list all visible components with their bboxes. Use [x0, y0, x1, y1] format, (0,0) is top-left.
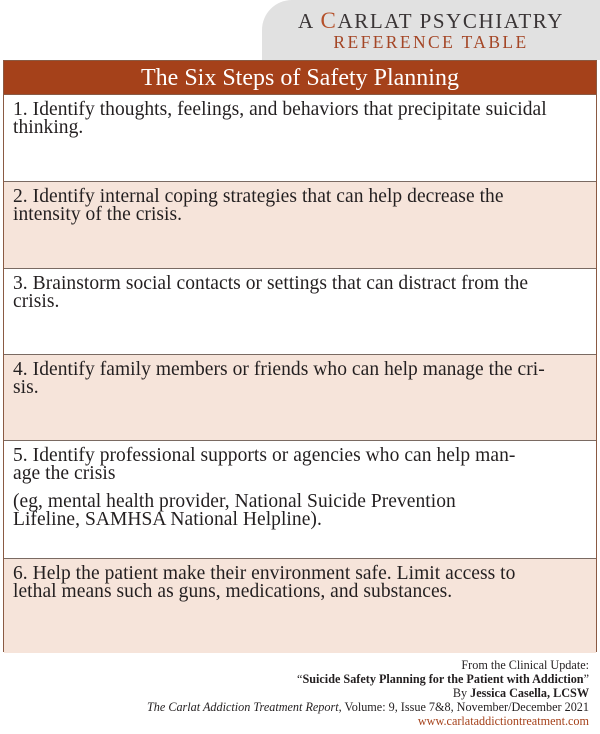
credit-intro: From the Clinical Update:: [461, 658, 589, 672]
row-text: 6. Help the patient make their environment safe. Limit access to lethal means such as guns, medications, and substances.: [13, 563, 516, 602]
table-row: [4, 355, 596, 441]
row-text: 1. Identify thoughts, feelings, and behaviors that precipitate suicidal thinking.: [13, 99, 547, 138]
brand-header: [262, 0, 600, 60]
brand-subtitle: REFERENCE TABLE: [333, 32, 529, 52]
safety-planning-table: [3, 60, 597, 652]
table-row: [4, 269, 596, 355]
credit-article: “Suicide Safety Planning for the Patient with Addiction”: [297, 672, 589, 686]
credit-journal: The Carlat Addiction Treatment Report, Volume: 9, Issue 7&8, November/December 2021: [147, 700, 589, 714]
row-text-examples: (eg, mental health provider, National Suicide Prevention Lifeline, SAMHSA National Helpline).: [13, 491, 456, 530]
row-text: 3. Brainstorm social contacts or settings that can distract from the crisis.: [13, 273, 529, 312]
table-title: The Six Steps of Safety Planning: [4, 61, 596, 95]
brand-name: A CARLAT PSYCHIATRY: [298, 8, 564, 33]
credit-author: By Jessica Casella, LCSW: [452, 686, 589, 700]
table-row: [4, 441, 596, 559]
row-text: 2. Identify internal coping strategies that can help decrease the intensity of the crisis.: [13, 186, 504, 225]
row-text: 5. Identify professional supports or agencies who can help man- age the crisis: [13, 445, 516, 484]
table-row: [4, 559, 596, 653]
brand-initial: C: [320, 8, 338, 33]
source-credit: [147, 658, 589, 728]
table-row: [4, 95, 596, 182]
credit-url[interactable]: www.carlataddictiontreatment.com: [417, 714, 589, 728]
row-text: 4. Identify family members or friends who can help manage the cri- sis.: [13, 359, 545, 398]
table-row: [4, 182, 596, 269]
